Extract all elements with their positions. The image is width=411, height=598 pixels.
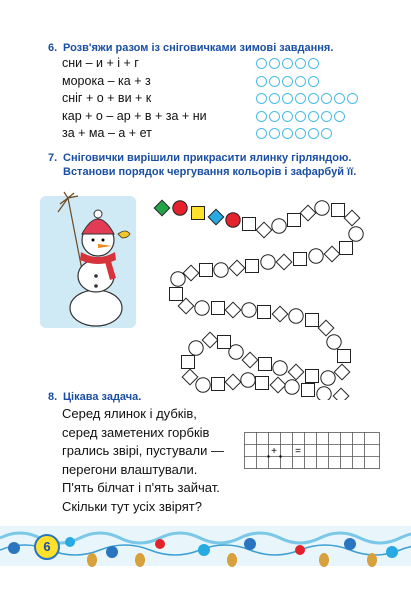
garland-diamond[interactable]	[318, 320, 334, 336]
garland-diamond[interactable]	[225, 302, 241, 318]
garland-diamond[interactable]	[182, 369, 198, 385]
equation-1: сни – и + і + г	[62, 56, 139, 70]
garland-diamond[interactable]	[229, 260, 245, 276]
poem-line: серед заметених горбків	[62, 424, 210, 440]
garland-square[interactable]	[243, 218, 256, 231]
task7-line1: Сніговички вирішили прикрасити ялинку гірляндою.	[63, 152, 352, 164]
poem-line: перегони влаштували.	[62, 461, 198, 477]
garland-diamond[interactable]	[300, 205, 316, 221]
garland-square[interactable]	[246, 260, 259, 273]
garland-square[interactable]	[218, 336, 231, 349]
garland-square[interactable]	[302, 384, 315, 397]
task8-number: 8.	[48, 391, 58, 403]
equation-5: за + ма – а + ет	[62, 126, 152, 140]
garland-square[interactable]	[306, 314, 319, 327]
garland-square[interactable]	[294, 253, 307, 266]
garland-circle[interactable]	[273, 361, 287, 375]
garland-circle[interactable]	[317, 387, 331, 400]
poem-line: грались звірі, пустували —	[62, 443, 224, 458]
garland-square[interactable]	[332, 204, 345, 217]
garland-circle[interactable]	[195, 301, 209, 315]
garland-diamond[interactable]	[208, 209, 224, 225]
garland-circle[interactable]	[289, 309, 303, 323]
garland-diamond[interactable]	[270, 377, 286, 393]
garland-circle[interactable]	[309, 249, 323, 263]
garland-square[interactable]	[256, 377, 269, 390]
task7-line2: Встанови порядок чергування кольорів і зафарбуй її.	[63, 166, 357, 178]
garland-diamond[interactable]	[324, 246, 340, 262]
garland-square[interactable]	[338, 350, 351, 363]
garland-square[interactable]	[182, 356, 195, 369]
garland-square[interactable]	[212, 378, 225, 391]
garland-square[interactable]	[259, 358, 272, 371]
footer-decoration	[0, 520, 411, 598]
garland-square[interactable]	[288, 214, 301, 227]
garland-square[interactable]	[170, 288, 183, 301]
garland-circle[interactable]	[327, 335, 341, 349]
garland-circle[interactable]	[285, 380, 299, 394]
equation-4: кар + о – ар + в + за + ни	[62, 108, 207, 123]
garland-circle[interactable]	[241, 373, 255, 387]
garland-circle[interactable]	[226, 213, 240, 227]
task6-title: Розв'яжи разом із сніговичками зимові завдання.	[63, 42, 334, 54]
equation-2: морока – ка + з	[62, 73, 151, 88]
garland-diamond[interactable]	[276, 254, 292, 270]
task8-poem	[62, 405, 224, 516]
garland-square[interactable]	[212, 302, 225, 315]
garland-diamond[interactable]	[334, 364, 350, 380]
garland-circle[interactable]	[242, 303, 256, 317]
garland-diamond[interactable]	[344, 210, 360, 226]
garland-diamond[interactable]	[272, 306, 288, 322]
garland-diamond[interactable]	[202, 332, 218, 348]
garland-diamond[interactable]	[242, 352, 258, 368]
page-number: 6	[34, 534, 60, 560]
garland-square[interactable]	[192, 207, 205, 220]
garland-square[interactable]	[306, 370, 319, 383]
garland-circle[interactable]	[189, 341, 203, 355]
garland-diamond[interactable]	[256, 222, 272, 238]
garland-circle[interactable]	[349, 227, 363, 241]
grid-plus: +	[271, 446, 277, 457]
poem-line: П'ять білчат і п'ять зайчат.	[62, 480, 220, 495]
garland-square[interactable]	[340, 242, 353, 255]
task6-number: 6.	[48, 42, 58, 54]
garland-circle[interactable]	[196, 378, 210, 392]
garland-diamond[interactable]	[154, 200, 170, 216]
garland-diamond[interactable]	[333, 388, 349, 400]
garland-circle[interactable]	[214, 263, 228, 277]
garland-circle[interactable]	[261, 255, 275, 269]
garland-circle[interactable]	[171, 272, 185, 286]
garland-circle[interactable]	[173, 201, 187, 215]
garland-square[interactable]	[200, 264, 213, 277]
garland-diamond[interactable]	[288, 364, 304, 380]
poem-line: Серед ялинок і дубків,	[62, 406, 197, 421]
task7-number: 7.	[48, 152, 58, 164]
garland-circle[interactable]	[315, 201, 329, 215]
garland-circle[interactable]	[272, 219, 286, 233]
garland-diamond[interactable]	[225, 374, 241, 390]
garland-square[interactable]	[258, 306, 271, 319]
equation-3: сніг + о + ви + к	[62, 91, 152, 105]
garland-circle[interactable]	[321, 371, 335, 385]
poem-line: Скільки тут усіх звірят?	[62, 498, 202, 514]
task8-title: Цікава задача.	[63, 391, 142, 403]
grid-equals: =	[295, 446, 301, 457]
answer-grid	[244, 432, 380, 470]
